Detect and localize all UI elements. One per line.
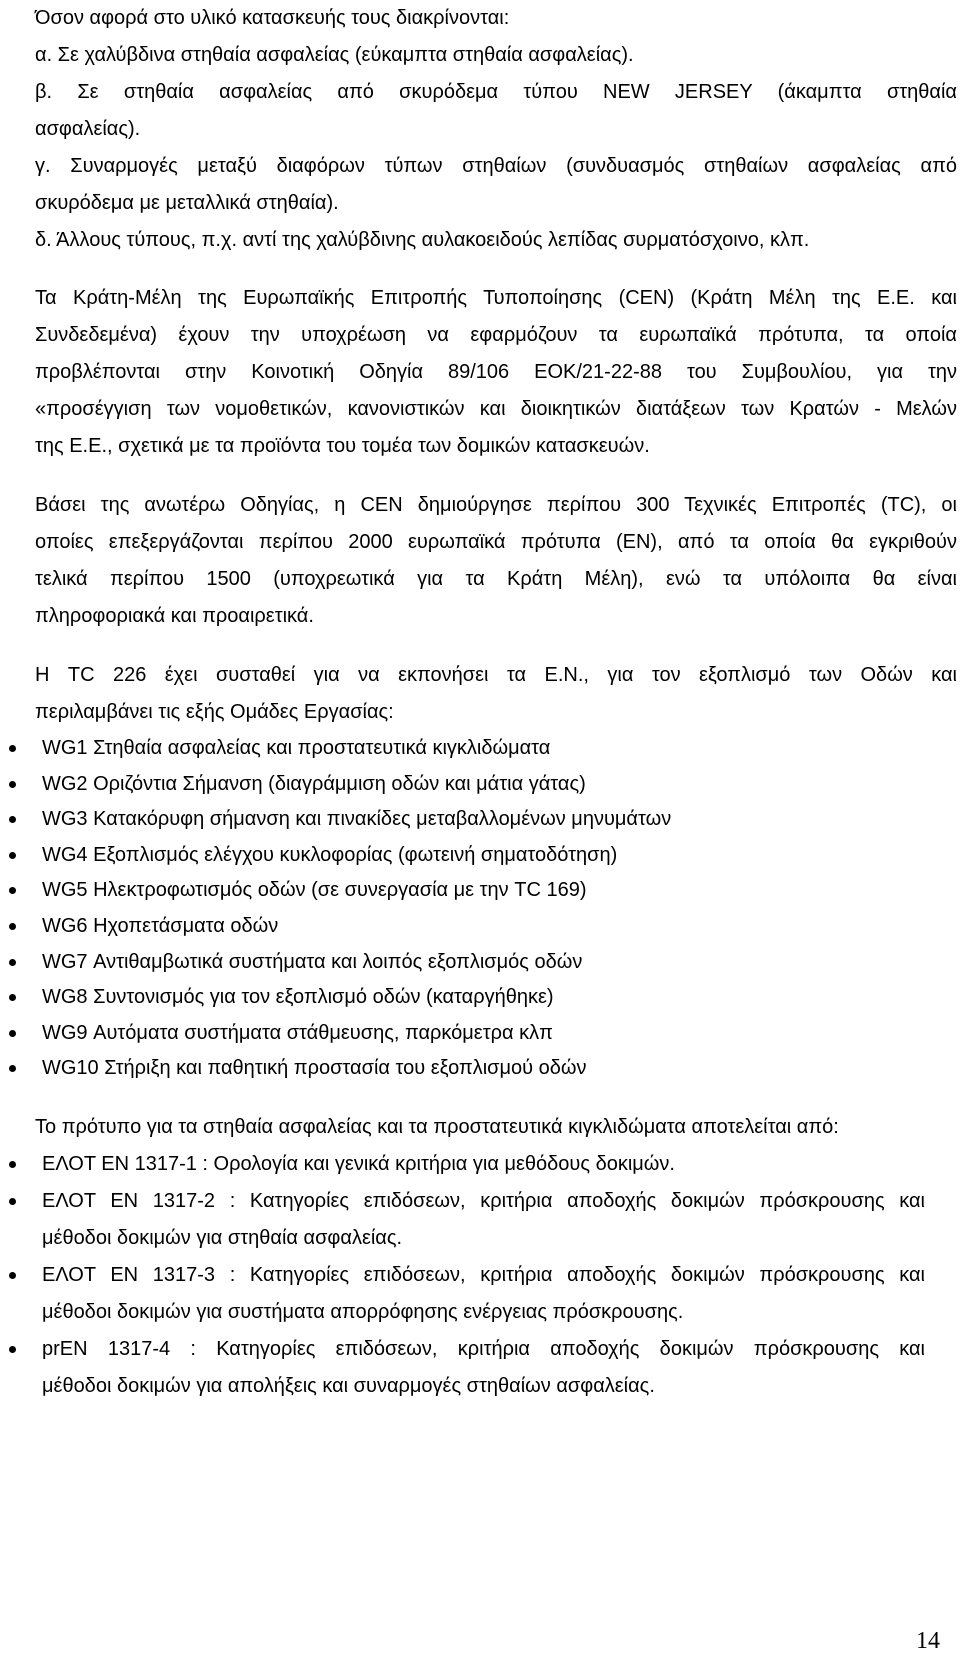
page-number: 14 [916, 1628, 940, 1654]
list-item: prEN 1317-4 : Κατηγορίες επιδόσεων, κριτήρια αποδοχής δοκιμών πρόσκρουσης και μέθοδοι δοκιμών για απολήξεις και συναρμογές στηθαίων ασφαλείας. [42, 1331, 957, 1405]
list-item: ΕΛΟΤ ΕΝ 1317-1 : Ορολογία και γενικά κριτήρια για μεθόδους δοκιμών. [42, 1146, 957, 1183]
list-item: WG2 Οριζόντια Σήμανση (διαγράμμιση οδών και μάτια γάτας) [42, 767, 957, 803]
paragraph-line: της Ε.Ε., σχετικά με τα προϊόντα του τομέα των δομικών κατασκευών. [35, 435, 650, 457]
bullet-icon [9, 1346, 16, 1353]
bullet-icon [9, 959, 16, 966]
intro-item-c: γ. Συναρμογές μεταξύ διαφόρων τύπων στηθαίων (συνδυασμός στηθαίων ασφαλείας από [35, 155, 957, 177]
list-item: WG6 Ηχοπετάσματα οδών [42, 909, 957, 945]
bullet-icon [9, 1161, 16, 1168]
list-item: WG10 Στήριξη και παθητική προστασία του εξοπλισμού οδών [42, 1051, 957, 1087]
paragraph-tc226 [35, 657, 957, 731]
intro-item-a: α. Σε χαλύβδινα στηθαία ασφαλείας (εύκαμπτα στηθαία ασφαλείας). [35, 44, 634, 66]
paragraph-line: «προσέγγιση των νομοθετικών, κανονιστικών και διοικητικών διατάξεων των Κρατών - Μελών [35, 398, 957, 420]
paragraph-line: Βάσει της ανωτέρω Οδηγίας, η CEN δημιούργησε περίπου 300 Τεχνικές Επιτροπές (TC), οι [35, 494, 957, 516]
bullet-icon [9, 887, 16, 894]
list-item: WG8 Συντονισμός για τον εξοπλισμό οδών (καταργήθηκε) [42, 980, 957, 1016]
paragraph-line: προβλέπονται στην Κοινοτική Οδηγία 89/106 ΕΟΚ/21-22-88 του Συμβουλίου, για την [35, 361, 957, 383]
bullet-icon [9, 923, 16, 930]
intro-item-c-cont: σκυρόδεμα με μεταλλικά στηθαία). [35, 192, 339, 214]
bullet-icon [9, 781, 16, 788]
paragraph-line: Η TC 226 έχει συσταθεί για να εκπονήσει τα Ε.Ν., για τον εξοπλισμό των Οδών και [35, 664, 957, 686]
list-item: ΕΛΟΤ ΕΝ 1317-2 : Κατηγορίες επιδόσεων, κριτήρια αποδοχής δοκιμών πρόσκρουσης και μέθοδοι δοκιμών για στηθαία ασφαλείας. [42, 1183, 957, 1257]
intro-section [35, 0, 957, 259]
working-groups-list [42, 731, 957, 1087]
bullet-icon [9, 1065, 16, 1072]
list-item: ΕΛΟΤ ΕΝ 1317-3 : Κατηγορίες επιδόσεων, κριτήρια αποδοχής δοκιμών πρόσκρουσης και μέθοδοι δοκιμών για συστήματα απορρόφησης ενέργειας πρόσκρουσης. [42, 1257, 957, 1331]
bullet-icon [9, 994, 16, 1001]
list-item: WG9 Αυτόματα συστήματα στάθμευσης, παρκόμετρα κλπ [42, 1016, 957, 1052]
bullet-icon [9, 852, 16, 859]
document-page [35, 0, 957, 1405]
intro-lead: Όσον αφορά στο υλικό κατασκευής τους διακρίνονται: [35, 7, 510, 29]
bullet-icon [9, 816, 16, 823]
standards-intro: Το πρότυπο για τα στηθαία ασφαλείας και τα προστατευτικά κιγκλιδώματα αποτελείται από: [35, 1115, 839, 1138]
list-item: WG1 Στηθαία ασφαλείας και προστατευτικά κιγκλιδώματα [42, 731, 957, 767]
bullet-icon [9, 1272, 16, 1279]
paragraph-cen [35, 280, 957, 465]
list-item: WG4 Εξοπλισμός ελέγχου κυκλοφορίας (φωτεινή σηματοδότηση) [42, 838, 957, 874]
list-item: WG5 Ηλεκτροφωτισμός οδών (σε συνεργασία με την TC 169) [42, 873, 957, 909]
intro-item-b: β. Σε στηθαία ασφαλείας από σκυρόδεμα τύπου NEW JERSEY (άκαμπτα στηθαία [35, 81, 957, 103]
intro-item-d: δ. Άλλους τύπους, π.χ. αντί της χαλύβδινης αυλακοειδούς λεπίδας συρματόσχοινο, κλπ. [35, 229, 810, 251]
paragraph-line: Συνδεδεμένα) έχουν την υποχρέωση να εφαρμόζουν τα ευρωπαϊκά πρότυπα, τα οποία [35, 324, 957, 346]
bullet-icon [9, 745, 16, 752]
standards-list [42, 1146, 957, 1405]
intro-item-b-cont: ασφαλείας). [35, 118, 141, 140]
paragraph-line: Τα Κράτη-Μέλη της Ευρωπαϊκής Επιτροπής Τυποποίησης (CEN) (Κράτη Μέλη της Ε.Ε. και [35, 287, 957, 309]
list-item: WG7 Αντιθαμβωτικά συστήματα και λοιπός εξοπλισμός οδών [42, 945, 957, 981]
paragraph-line: περιλαμβάνει τις εξής Ομάδες Εργασίας: [35, 701, 394, 723]
paragraph-tc [35, 487, 957, 635]
list-item: WG3 Κατακόρυφη σήμανση και πινακίδες μεταβαλλομένων μηνυμάτων [42, 802, 957, 838]
paragraph-line: τελικά περίπου 1500 (υποχρεωτικά για τα Κράτη Μέλη), ενώ τα υπόλοιπα θα είναι [35, 568, 957, 590]
paragraph-line: πληροφοριακά και προαιρετικά. [35, 605, 314, 627]
paragraph-line: οποίες επεξεργάζονται περίπου 2000 ευρωπαϊκά πρότυπα (EN), από τα οποία θα εγκριθούν [35, 531, 957, 553]
bullet-icon [9, 1198, 16, 1205]
bullet-icon [9, 1030, 16, 1037]
